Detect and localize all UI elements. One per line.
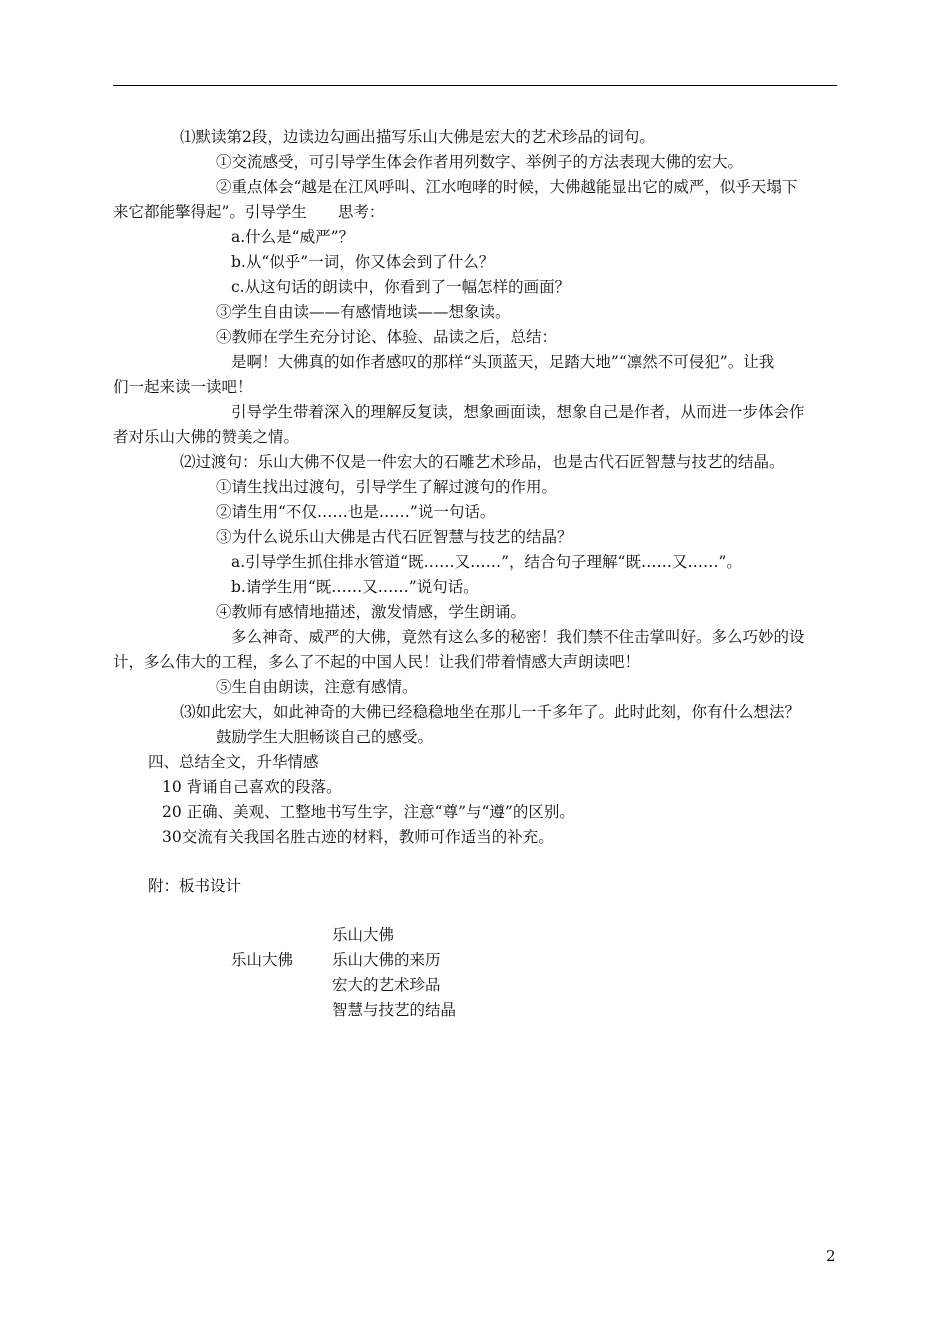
header-rule: [113, 85, 837, 86]
text-line: 引导学生带着深入的理解反复读，想象画面读，想象自己是作者，从而进一步体会作: [231, 403, 805, 421]
board-item: 智慧与技艺的结晶: [332, 1001, 457, 1019]
board-item: 乐山大佛: [332, 926, 395, 944]
text-line: ③学生自由读——有感情地读——想象读。: [216, 303, 511, 321]
board-left-label: 乐山大佛: [231, 951, 294, 969]
text-line: a.引导学生抓住排水管道“既……又……”，结合句子理解“既……又……”。: [231, 553, 742, 571]
text-line: ②重点体会“越是在江风呼叫、江水咆哮的时候，大佛越能显出它的威严，似乎天塌下: [216, 178, 798, 196]
text-line: b.请学生用“既……又……”说句话。: [231, 578, 479, 596]
text-line: 多么神奇、威严的大佛，竟然有这么多的秘密！我们禁不住击掌叫好。多么巧妙的设: [231, 628, 805, 646]
text-line: b.从“似乎”一词，你又体会到了什么？: [231, 253, 495, 271]
text-line: ①交流感受，可引导学生体会作者用列数字、举例子的方法表现大佛的宏大。: [216, 153, 744, 171]
text-line: 来它都能擎得起”。引导学生 思考：: [113, 203, 385, 221]
board-item: 乐山大佛的来历: [332, 951, 441, 969]
text-line: 10 背诵自己喜欢的段落。: [162, 778, 342, 796]
text-line: 20 正确、美观、工整地书写生字，注意“尊”与“遵”的区别。: [162, 803, 575, 821]
text-line: 是啊！大佛真的如作者感叹的那样“头顶蓝天，足踏大地”“凛然不可侵犯”。让我: [231, 353, 775, 371]
text-line: ②请生用“不仅……也是……”说一句话。: [216, 503, 496, 521]
page-number: 2: [826, 1247, 836, 1265]
text-line: 计，多么伟大的工程，多么了不起的中国人民！让我们带着情感大声朗读吧！: [113, 653, 641, 671]
appendix-title: 附：板书设计: [148, 877, 242, 895]
text-line: ④教师有感情地描述，激发情感，学生朗诵。: [216, 603, 527, 621]
section-heading: 四、总结全文，升华情感: [148, 753, 319, 771]
text-line: ④教师在学生充分讨论、体验、品读之后，总结：: [216, 328, 558, 346]
text-line: ⑴默读第2段，边读边勾画出描写乐山大佛是宏大的艺术珍品的词句。: [180, 128, 655, 146]
board-item: 宏大的艺术珍品: [332, 976, 441, 994]
text-line: 30交流有关我国名胜古迹的材料，教师可作适当的补充。: [162, 828, 554, 846]
text-line: 者对乐山大佛的赞美之情。: [113, 428, 300, 446]
text-line: 们一起来读一读吧！: [113, 378, 253, 396]
text-line: 鼓励学生大胆畅谈自己的感受。: [216, 728, 434, 746]
text-line: ⑵过渡句：乐山大佛不仅是一件宏大的石雕艺术珍品，也是古代石匠智慧与技艺的结晶。: [180, 453, 785, 471]
text-line: ①请生找出过渡句，引导学生了解过渡句的作用。: [216, 478, 558, 496]
text-line: c.从这句话的朗读中，你看到了一幅怎样的画面？: [231, 278, 571, 296]
text-line: ③为什么说乐山大佛是古代石匠智慧与技艺的结晶？: [216, 528, 573, 546]
text-line: ⑤生自由朗读，注意有感情。: [216, 678, 418, 696]
text-line: a.什么是“威严”？: [231, 228, 355, 246]
text-line: ⑶如此宏大，如此神奇的大佛已经稳稳地坐在那儿一千多年了。此时此刻，你有什么想法？: [180, 703, 801, 721]
